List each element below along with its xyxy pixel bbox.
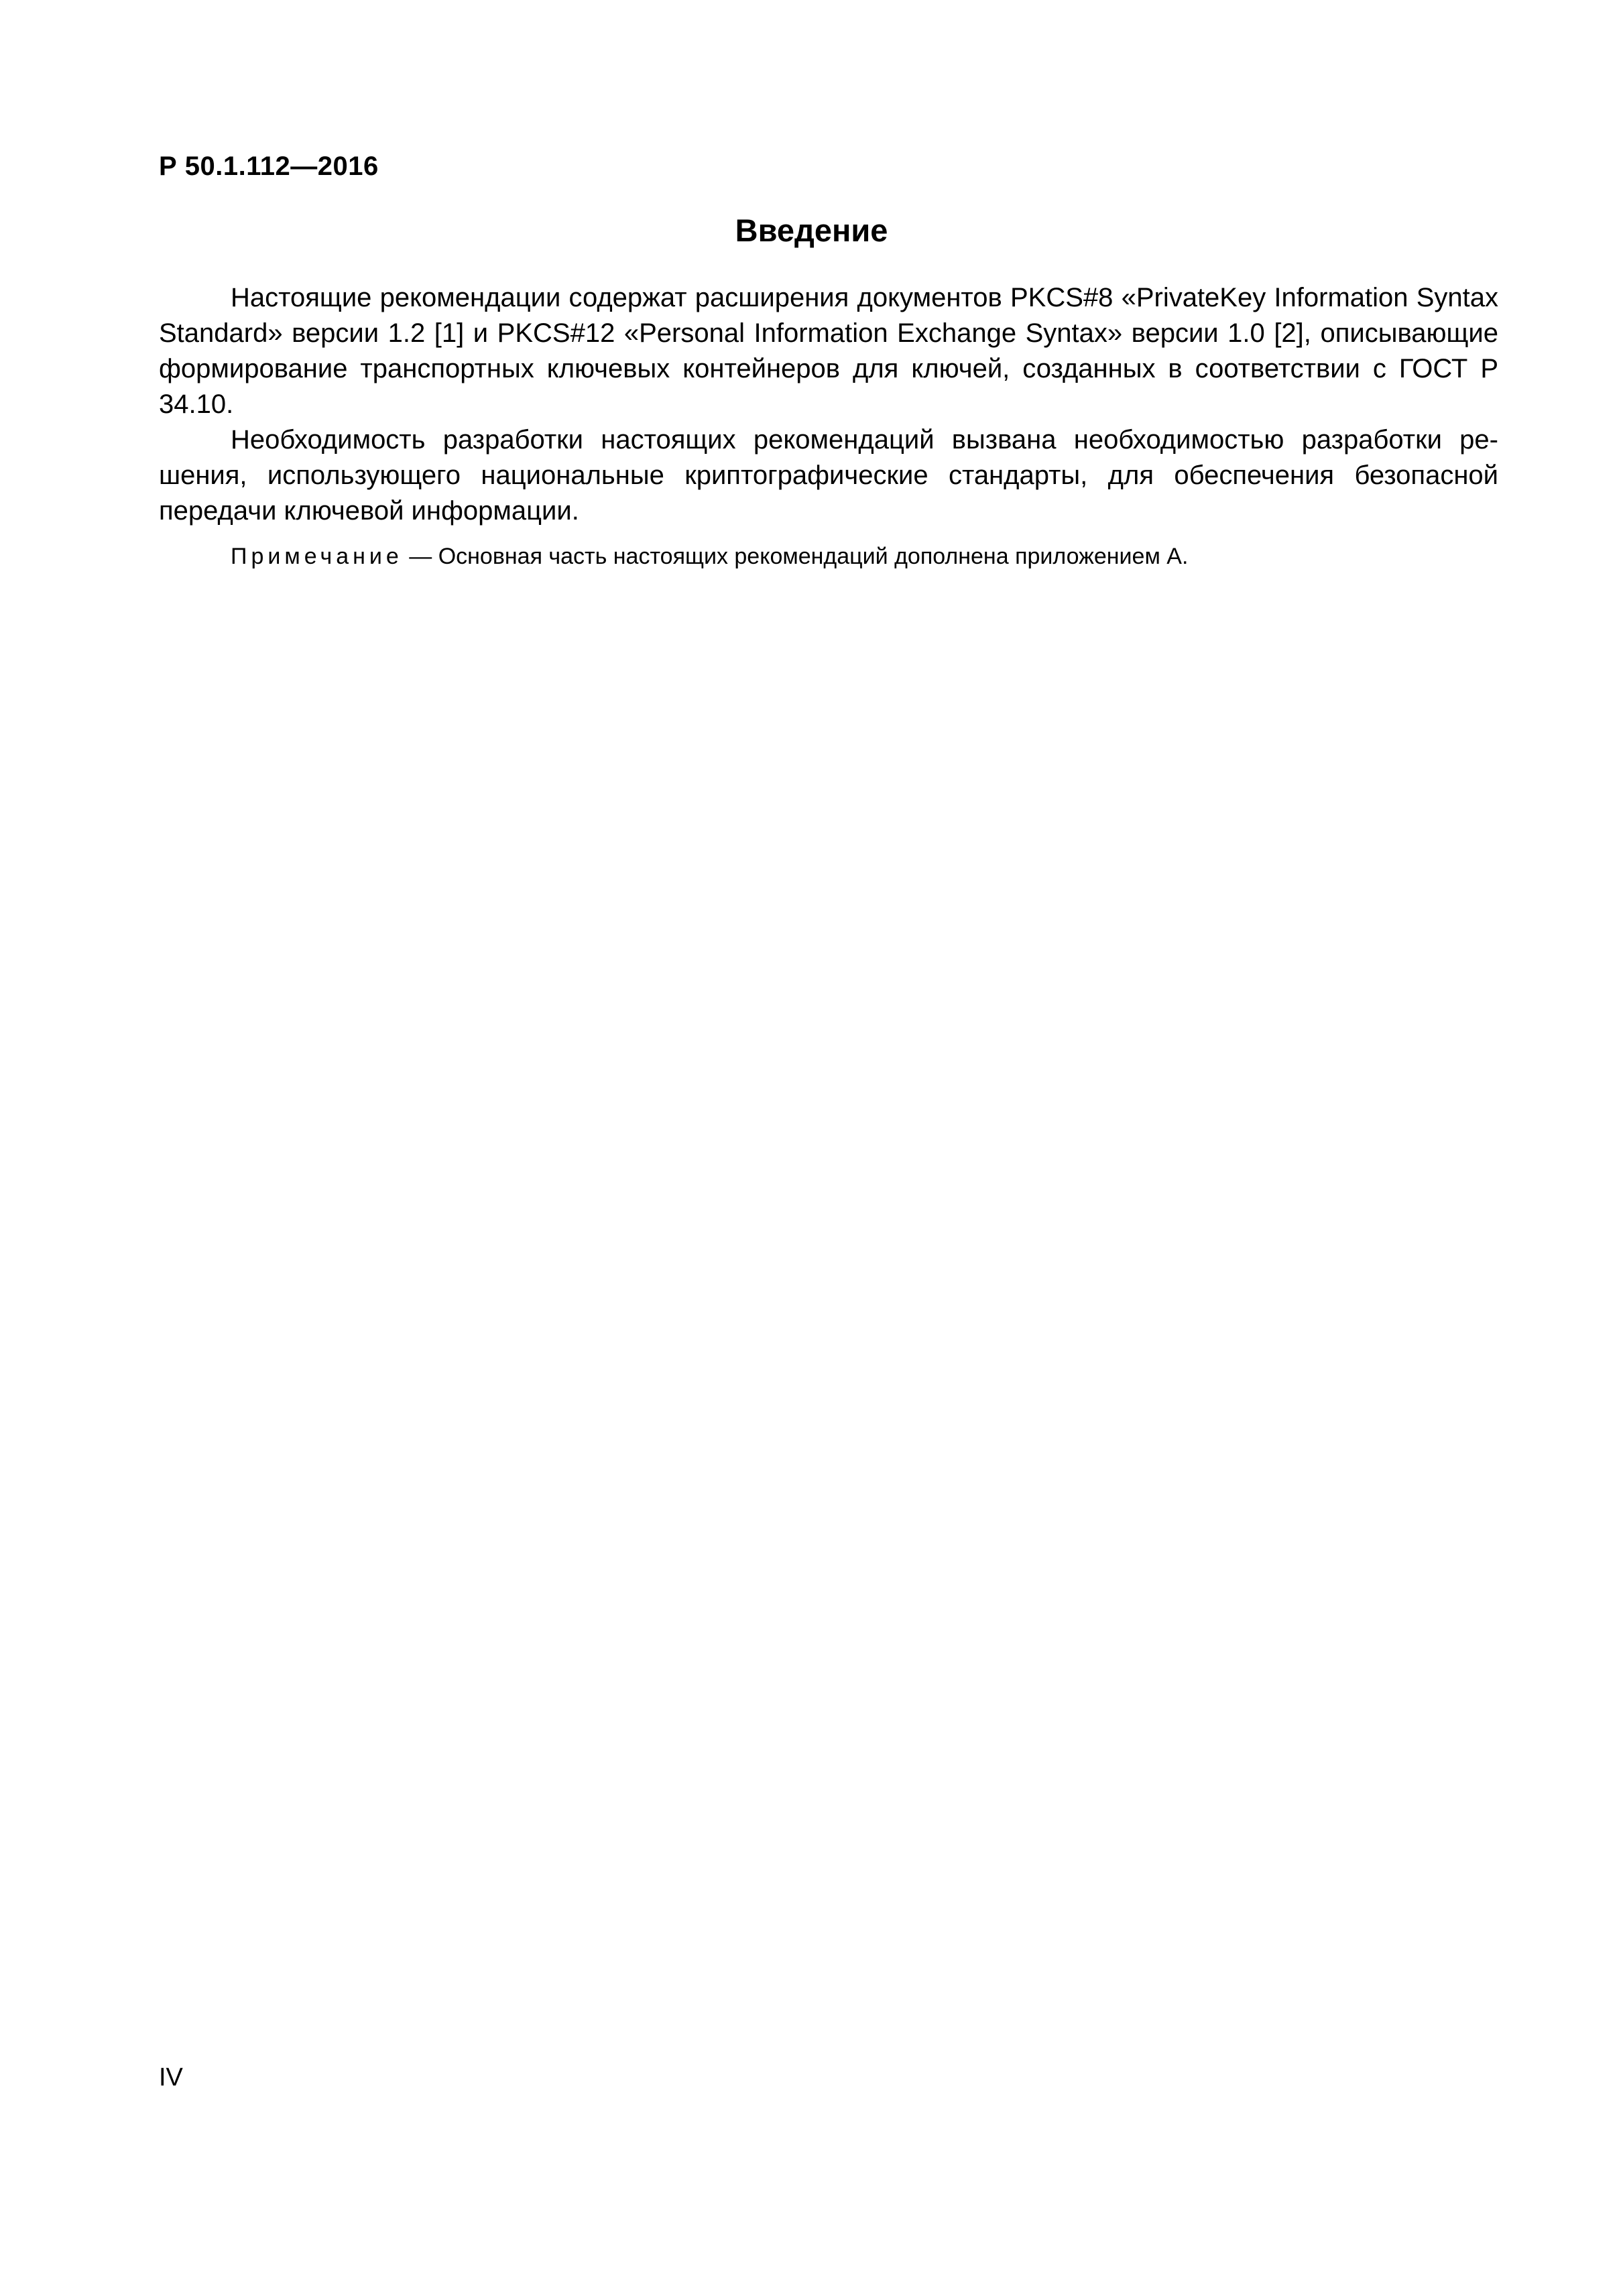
document-code: Р 50.1.112—2016 xyxy=(159,152,379,181)
paragraph-rationale: Необходимость разработки настоящих рекомендаций вызвана необходимостью разработки решения, использующего национальные криптографические стандарты, для обеспечения безопасной передачи ключевой информации. xyxy=(159,425,1498,526)
paragraph-intro: Настоящие рекомендации содержат расширения документов PKCS#8 «PrivateKey Information Syntax Standard» версии 1.2 [1] и PKCS#12 «Personal Information Exchange Syntax» версии 1.0 [2], описывающие формирование транспортных ключевых контейнеров для ключей, созданных в соответствии с ГОСТ Р 34.10. xyxy=(159,283,1498,419)
note-text: — Основная часть настоящих рекомендаций дополнена приложением А. xyxy=(402,544,1189,569)
note xyxy=(159,541,1498,572)
note-label: Примечание xyxy=(231,544,403,569)
section-title: Введение xyxy=(735,213,888,248)
page-number: IV xyxy=(159,2063,183,2092)
section-body xyxy=(159,280,1498,572)
